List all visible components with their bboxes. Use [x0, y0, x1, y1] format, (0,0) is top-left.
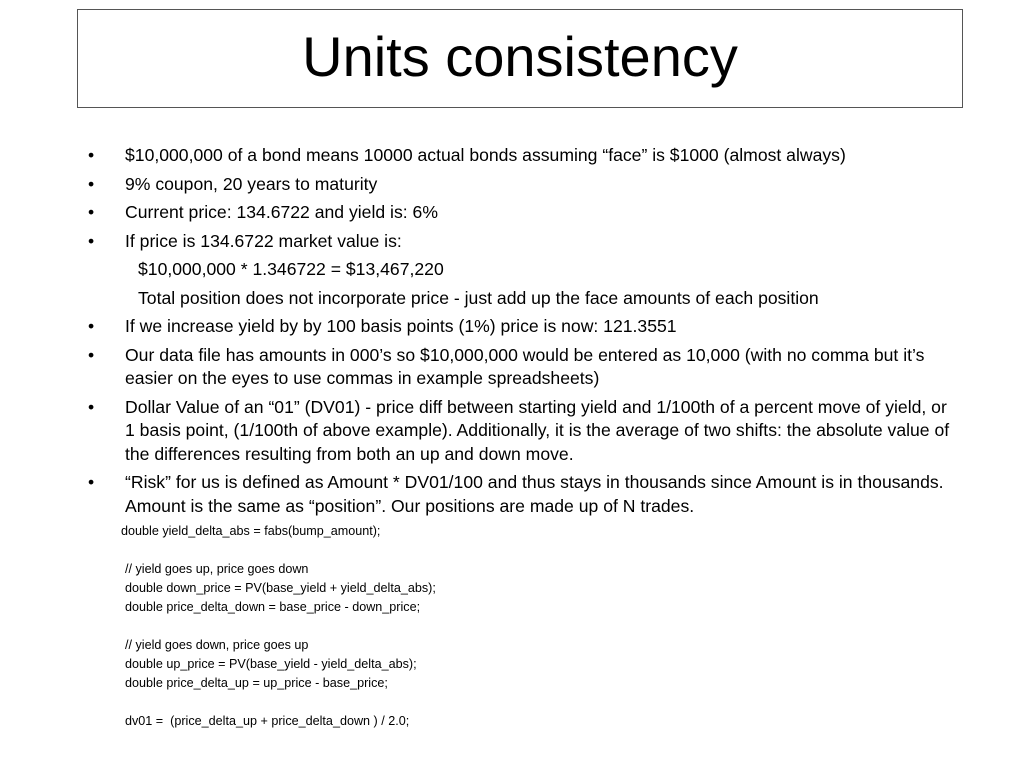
- bullet-item: [88, 201, 960, 225]
- sub-line-text: $10,000,000 * 1.346722 = $13,467,220: [138, 259, 444, 279]
- code-line: double price_delta_up = up_price - base_price;: [125, 676, 388, 690]
- bullet-text: If we increase yield by by 100 basis points (1%) price is now: 121.3551: [125, 316, 677, 336]
- slide-title: Units consistency: [302, 24, 738, 88]
- code-line: [121, 693, 821, 712]
- bullet-text: Current price: 134.6722 and yield is: 6%: [125, 202, 438, 222]
- code-block: [121, 522, 821, 731]
- bullet-dot: •: [88, 472, 95, 492]
- code-line: // yield goes down, price goes up: [125, 638, 309, 652]
- bullet-dot: •: [88, 396, 95, 417]
- bullet-item: [88, 173, 960, 197]
- bullet-dot: •: [88, 173, 95, 194]
- bullet-item: [88, 144, 960, 168]
- code-line: [121, 617, 821, 636]
- sub-line: [88, 287, 960, 311]
- code-line: double down_price = PV(base_yield + yield_delta_abs);: [125, 581, 436, 595]
- bullet-list: [88, 144, 960, 523]
- sub-line-text: Total position does not incorporate price - just add up the face amounts of each position: [138, 287, 819, 308]
- code-line: double up_price = PV(base_yield - yield_delta_abs);: [125, 657, 417, 671]
- bullet-item: [88, 471, 960, 518]
- bullet-text: Dollar Value of an “01” (DV01) - price diff between starting yield and 1/100th of a percent move of yield, or 1 basis point, (1/100th of above example). Additionally, it is the average of two shifts: the absolute value of the differences resulting from both an up and down move.: [125, 396, 950, 464]
- bullet-text: Our data file has amounts in 000’s so $10,000,000 would be entered as 10,000 (with no comma but it’s easier on the eyes to use commas in example spreadsheets): [125, 344, 925, 388]
- bullet-dot: •: [88, 202, 95, 222]
- bullet-item: [88, 396, 960, 467]
- bullet-dot: •: [88, 145, 95, 165]
- code-line: // yield goes up, price goes down: [125, 562, 309, 576]
- bullet-text: $10,000,000 of a bond means 10000 actual bonds assuming “face” is $1000 (almost always): [125, 145, 846, 165]
- code-line: double yield_delta_abs = fabs(bump_amount);: [121, 524, 381, 538]
- bullet-item: [88, 344, 960, 391]
- bullet-text: 9% coupon, 20 years to maturity: [125, 173, 378, 194]
- bullet-item: [88, 315, 960, 339]
- bullet-dot: •: [88, 316, 95, 336]
- sub-line: [88, 258, 960, 282]
- bullet-dot: •: [88, 344, 95, 365]
- code-line: [121, 541, 821, 560]
- code-line: double price_delta_down = base_price - down_price;: [125, 600, 421, 614]
- title-box: [77, 9, 963, 108]
- bullet-text: If price is 134.6722 market value is:: [125, 230, 402, 251]
- bullet-item: [88, 230, 960, 254]
- bullet-dot: •: [88, 230, 95, 251]
- bullet-text: “Risk” for us is defined as Amount * DV01/100 and thus stays in thousands since Amount is in thousands. Amount is the same as “position”. Our positions are made up of N trades.: [125, 472, 944, 516]
- code-line: dv01 = (price_delta_up + price_delta_down ) / 2.0;: [125, 714, 410, 728]
